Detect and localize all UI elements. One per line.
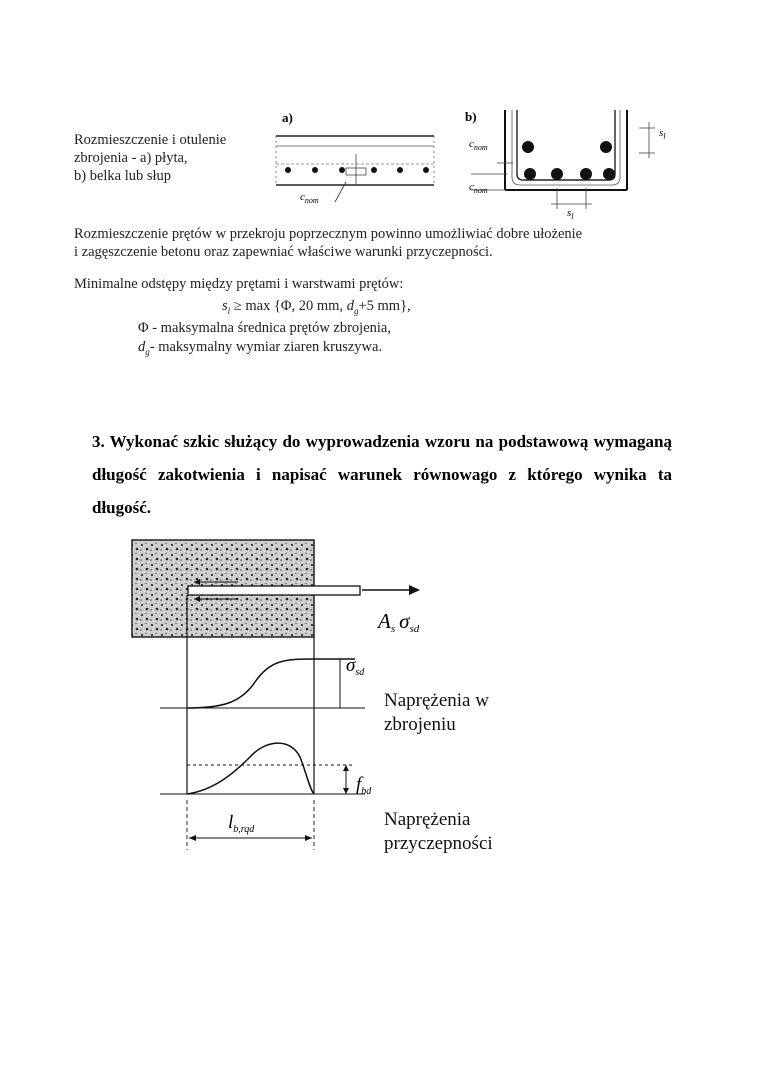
paragraph-line-1: Rozmieszczenie prętów w przekroju poprzecznym powinno umożliwiać dobre ułożenie [74, 226, 583, 242]
fig-a-label: a) [282, 110, 293, 125]
bond-stress-curve [187, 743, 314, 794]
steel-stress-curve [187, 659, 355, 708]
def-dg-text: - maksymalny wymiar ziaren kruszywa. [149, 339, 383, 355]
formula-end: +5 mm}, [358, 298, 411, 314]
formula-s-sub: l [227, 305, 231, 316]
paragraph-line-2: i zagęszczenie betonu oraz zapewniać właściwe warunki przyczepności. [74, 244, 493, 260]
rebar-dot [603, 168, 615, 180]
def-dg-symbol: d [138, 339, 146, 355]
force-label: As σsd [378, 609, 420, 635]
steel-stress-label-2: zbrojeniu [384, 714, 456, 735]
s-b-subscript: l [571, 212, 574, 219]
definition-dg [138, 337, 382, 362]
steel-stress-label-1: Naprężenia w [384, 690, 489, 711]
formula-mid: ≥ max {Φ, 20 mm, [230, 298, 347, 314]
rebar-dot [397, 167, 403, 173]
rebar-dot [580, 168, 592, 180]
svg-text:cnom [300, 191, 319, 205]
svg-text:cnom [469, 138, 488, 152]
bond-stress-label-1: Naprężenia [384, 809, 471, 830]
caption-line-1: Rozmieszczenie i otulenie [74, 132, 227, 148]
c-nom-b-symbol: c [469, 138, 474, 150]
caption-line-3: b) belka lub słup [74, 168, 172, 184]
c-nom-symbol: c [300, 191, 305, 203]
lbrqd-label: $l_{b,rqd}$ [228, 812, 255, 835]
def-dg-subscript: g [145, 346, 150, 357]
svg-text:sl [567, 207, 574, 219]
rebar-dot [312, 167, 318, 173]
formula-dg: d [346, 298, 354, 314]
rebar-dot [600, 141, 612, 153]
paragraph-min-spacing: Minimalne odstępy między prętami i warstwami prętów: [74, 276, 404, 292]
fbd-label: $f_{bd}$ [356, 774, 372, 797]
rebar-dot [285, 167, 291, 173]
beam-cover-diagram [455, 104, 685, 219]
caption-line-2: zbrojenia - a) płyta, [74, 150, 188, 166]
c-nom-b2-symbol: c [469, 181, 474, 193]
rebar-dot [371, 167, 377, 173]
rebar-dot [522, 141, 534, 153]
fig-b-label: b) [465, 109, 477, 124]
formula-dg-sub: g [353, 305, 359, 316]
svg-text:cnom [469, 181, 488, 195]
s-b-symbol: s [567, 207, 572, 219]
s-symbol: s [659, 127, 664, 139]
c-nom-b2-subscript: nom [473, 186, 488, 195]
slab-cover-diagram [270, 108, 440, 208]
rebar-dot [339, 167, 345, 173]
rebar [188, 586, 360, 595]
rebar-dot [524, 168, 536, 180]
c-nom-b-subscript: nom [473, 143, 488, 152]
rebar-dot [423, 167, 429, 173]
definition-phi: Φ - maksymalna średnica prętów zbrojenia, [138, 320, 391, 336]
rebar-dot [551, 168, 563, 180]
sigma-sd-label: $\sigma_{sd}$ [346, 655, 365, 678]
question-3: 3. Wykonać szkic służący do wyprowadzenia wzoru na podstawową wymaganą długość zakotwienia i napisać warunek równowago z którego wynika ta długość. [92, 432, 672, 517]
s-subscript: l [663, 132, 666, 141]
formula-s: s [222, 298, 228, 314]
bond-stress-label-2: przyczepności [384, 833, 493, 854]
c-nom-subscript: nom [304, 196, 319, 205]
svg-text:sl [659, 127, 666, 141]
